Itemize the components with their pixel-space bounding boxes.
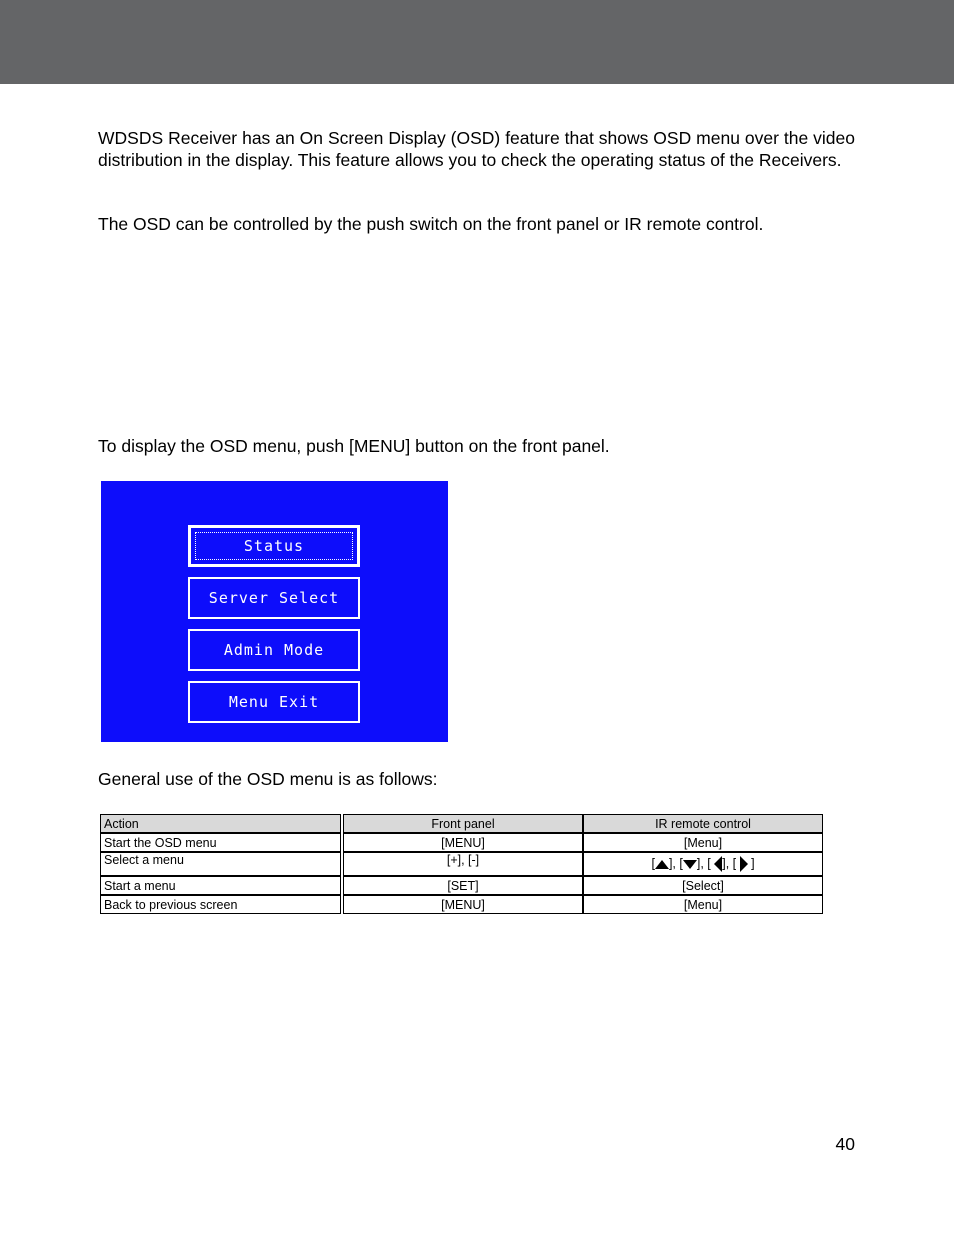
table-header-row bbox=[100, 814, 823, 833]
osd-admin-mode-button[interactable]: Admin Mode bbox=[188, 629, 360, 671]
right-triangle-icon bbox=[740, 856, 748, 872]
front-panel-cell: [MENU] bbox=[343, 895, 583, 914]
front-panel-cell: [SET] bbox=[343, 876, 583, 895]
left-triangle-icon bbox=[714, 856, 722, 872]
table-row bbox=[100, 895, 823, 914]
ir-remote-cell: [ ], [ ], [ ], [ ] bbox=[583, 852, 823, 876]
action-cell: Select a menu bbox=[100, 852, 341, 876]
ir-remote-cell: [Menu] bbox=[583, 833, 823, 852]
up-triangle-icon bbox=[655, 860, 669, 869]
ir-remote-cell: [Select] bbox=[583, 876, 823, 895]
intro-paragraph: WDSDS Receiver has an On Screen Display (OSD) feature that shows OSD menu over the video distribution in the display. This feature allows you to check the operating status of the Receivers. bbox=[98, 128, 855, 170]
down-triangle-icon bbox=[683, 860, 697, 869]
display-instruction: To display the OSD menu, push [MENU] button on the front panel. bbox=[98, 436, 610, 456]
table-row bbox=[100, 852, 823, 876]
osd-status-button[interactable]: Status bbox=[188, 525, 360, 567]
table-row bbox=[100, 833, 823, 852]
header-ir-remote: IR remote control bbox=[583, 814, 823, 833]
control-paragraph: The OSD can be controlled by the push switch on the front panel or IR remote control. bbox=[98, 214, 764, 234]
action-cell: Back to previous screen bbox=[100, 895, 341, 914]
osd-menu-screenshot bbox=[101, 481, 448, 742]
front-panel-cell: [+], [-] bbox=[343, 852, 583, 876]
header-action: Action bbox=[100, 814, 341, 833]
osd-server-select-button[interactable]: Server Select bbox=[188, 577, 360, 619]
general-use-paragraph: General use of the OSD menu is as follows: bbox=[98, 769, 438, 789]
ir-remote-cell: [Menu] bbox=[583, 895, 823, 914]
front-panel-cell: [MENU] bbox=[343, 833, 583, 852]
osd-menu-exit-button[interactable]: Menu Exit bbox=[188, 681, 360, 723]
header-front-panel: Front panel bbox=[343, 814, 583, 833]
table-row bbox=[100, 876, 823, 895]
action-cell: Start the OSD menu bbox=[100, 833, 341, 852]
header-bar bbox=[0, 0, 954, 84]
page-number: 40 bbox=[835, 1134, 855, 1154]
action-cell: Start a menu bbox=[100, 876, 341, 895]
osd-controls-table bbox=[100, 814, 823, 914]
